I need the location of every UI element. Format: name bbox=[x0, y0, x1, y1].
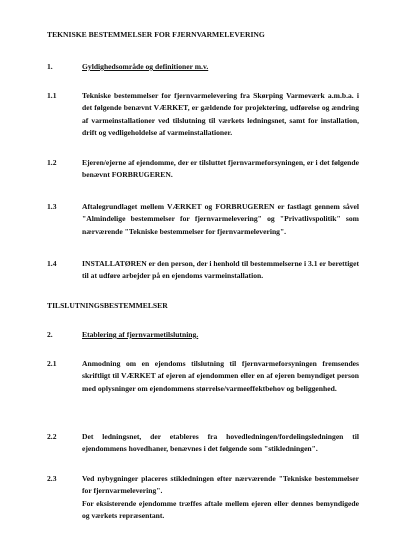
clause-text: Det ledningsnet, der etableres fra hovedledningen/fordelingsledningen til ejendommens hovedhaner, benævnes i det følgende som "stikledningen". bbox=[82, 432, 359, 454]
section-1-number: 1. bbox=[47, 62, 53, 71]
section-1-title: Gyldighedsområde og definitioner m.v. bbox=[82, 62, 209, 71]
section-2-title: Etablering af fjernvarmetilslutning. bbox=[82, 330, 199, 339]
clause-text: INSTALLATØREN er den person, der i henhold til bestemmelserne i 3.1 er berettiget til at udføre arbejder på en ejendoms varmeinstallation. bbox=[82, 259, 359, 281]
clause-text: Anmodning om en ejendoms tilslutning til fjernvarmeforsyningen fremsendes skriftligt til VÆRKET af ejeren af ejendommen eller en af ejeren bemyndiget person med oplysninger om ejendommens størrelse/varmeeffektbehov og beliggenhed. bbox=[82, 359, 359, 393]
clause-number: 1.3 bbox=[47, 202, 57, 211]
clause-text: Ejeren/ejerne af ejendomme, der er tilsluttet fjernvarmeforsyningen, er i det følgende benævnt FORBRUGEREN. bbox=[82, 158, 359, 180]
clause-2-2 bbox=[47, 431, 359, 456]
section-2-number: 2. bbox=[47, 330, 53, 339]
clause-text-continued: For eksisterende ejendomme træffes aftale mellem ejeren eller dennes bemyndigede og værkets repræsentant. bbox=[82, 498, 359, 521]
clause-2-3 bbox=[47, 473, 359, 523]
clause-number: 2.3 bbox=[47, 474, 57, 483]
clause-number: 1.2 bbox=[47, 158, 57, 167]
clause-1-1 bbox=[47, 90, 359, 140]
clause-1-4 bbox=[47, 258, 359, 283]
document-title: TEKNISKE BESTEMMELSER FOR FJERNVARMELEVERING bbox=[47, 30, 265, 39]
clause-text: Ved nybygninger placeres stikledningen efter nærværende "Tekniske bestemmelser for fjernvarmelevering". bbox=[82, 474, 359, 496]
clause-number: 1.4 bbox=[47, 259, 57, 268]
clause-1-2 bbox=[47, 157, 359, 182]
clause-text: Aftalegrundlaget mellem VÆRKET og FORBRUGEREN er fastlagt gennem såvel "Almindelige bestemmelser for fjernvarmelevering" og "Privatlivspolitik" som nærværende "Tekniske bestemmelser for fjernvarmelevering". bbox=[82, 202, 359, 236]
clause-number: 2.1 bbox=[47, 359, 57, 368]
clause-1-3 bbox=[47, 201, 359, 238]
subheading-tilslutning: TILSLUTNINGSBESTEMMELSER bbox=[47, 301, 168, 310]
clause-text: Tekniske bestemmelser for fjernvarmelevering fra Skørping Varmeværk a.m.b.a. i det følgende benævnt VÆRKET, er gældende for projektering, udførelse og ændring af varmeinstallationer ved tilslutning til værkets ledningsnet, samt for installation, drift og vedligeholdelse af varmeinstallationer. bbox=[82, 91, 359, 138]
clause-2-1 bbox=[47, 358, 359, 395]
clause-number: 1.1 bbox=[47, 91, 57, 100]
clause-text-body bbox=[82, 473, 359, 523]
clause-number: 2.2 bbox=[47, 432, 57, 441]
